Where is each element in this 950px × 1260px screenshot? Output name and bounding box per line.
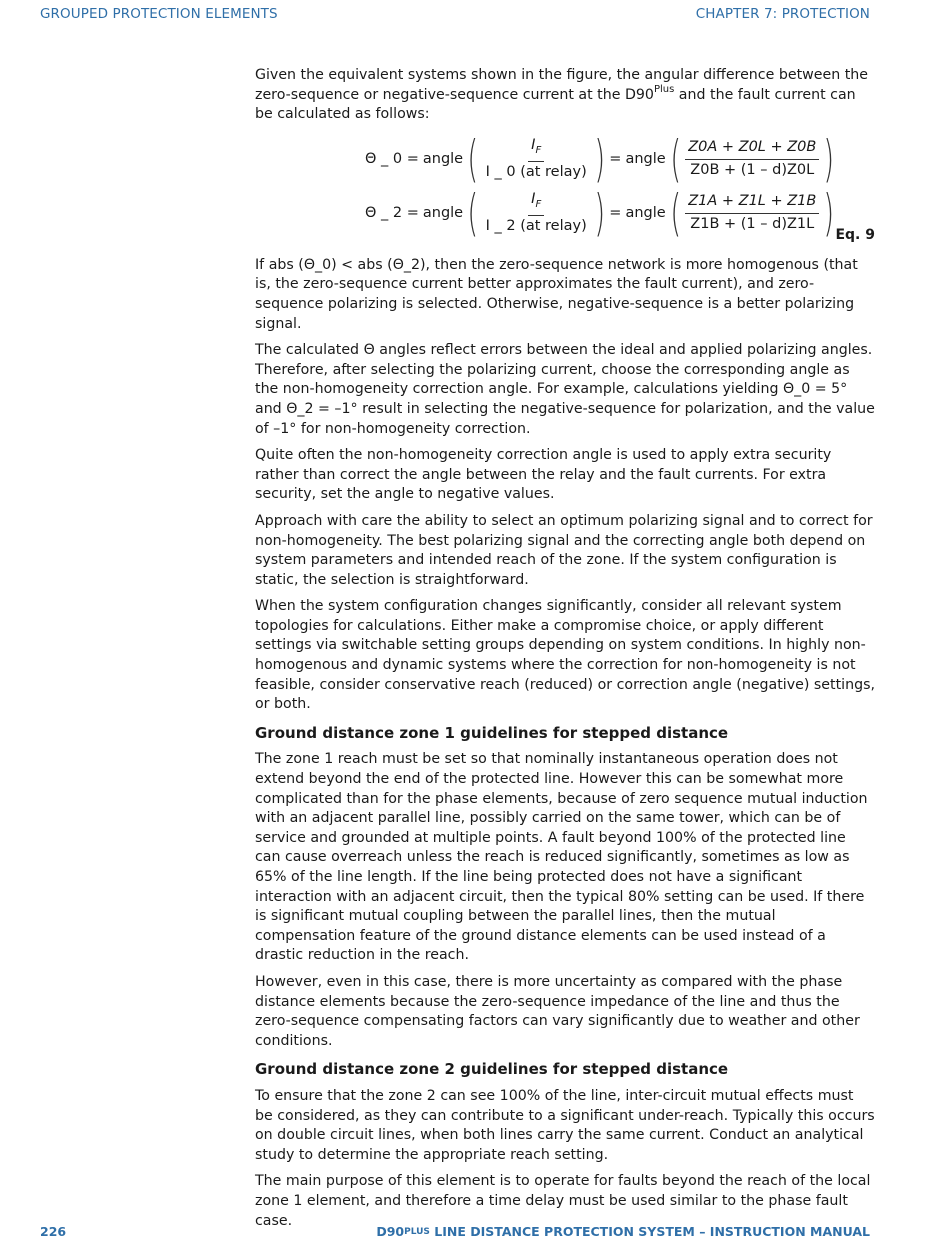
heading-zone2: Ground distance zone 2 guidelines for stepped distance <box>255 1060 729 1079</box>
fraction-zero-sequence-impedance <box>685 138 819 180</box>
page-body <box>255 66 875 1238</box>
theta-0-label: Θ _ 0 = <box>365 150 419 167</box>
angle-word: angle <box>422 150 464 167</box>
angle-word: angle <box>625 204 666 221</box>
fault-current-symbol: I <box>531 136 536 153</box>
page-number: 226 <box>40 1224 67 1239</box>
angle-word: angle <box>625 150 666 167</box>
pos-seq-denominator: Z1B + (1 – d)Z1L <box>690 215 815 232</box>
paragraph-homogeneity: If abs (Θ_0) < abs (Θ_2), then the zero-sequence network is more homogenous (that is, the zero-sequence current better approximates the fault current), and zero-sequence polarizing is selected. Otherwise, negative-sequence is a better polarizing signal. <box>255 256 858 332</box>
header-chapter-title: CHAPTER 7: PROTECTION <box>695 6 870 22</box>
zero-seq-numerator: Z0A + Z0L + Z0B <box>685 138 819 160</box>
intro-text-after: and the fault current can be calculated as follows: <box>255 86 856 123</box>
paragraph-extra-security: Quite often the non-homogeneity correction angle is used to apply extra security rather than correct the angle between the relay and the fault currents. For extra security, set the angle to negative values. <box>255 447 832 503</box>
fraction-fault-over-i2 <box>483 190 590 237</box>
fault-current-subscript: F <box>535 144 542 156</box>
equals-sign: = <box>609 150 622 167</box>
paragraph-zone1-reach: The zone 1 reach must be set so that nominally instantaneous operation does not extend beyond the end of the protected line. However this can be somewhat more complicated than for the phase elements, because of zero sequence mutual induction with an adjacent parallel line, possibly carried on the same tower, which can be of service and grounded at multiple points. A fault beyond 100% of the protected line can cause overreach unless the reach is reduced significantly, sometimes as low as 65% of the line length. If the line being protected does not have a significant interaction with an adjacent circuit, then the typical 80% setting can be used. If there is significant mutual coupling between the parallel lines, then the mutual compensation feature of the ground distance elements can be used instead of a drastic reduction in the reach. <box>255 751 868 964</box>
heading-zone1: Ground distance zone 1 guidelines for stepped distance <box>255 723 729 742</box>
footer-title-rest: LINE DISTANCE PROTECTION SYSTEM – INSTRUCTION MANUAL <box>429 1224 870 1239</box>
zero-seq-denominator: Z0B + (1 – d)Z0L <box>690 161 815 178</box>
footer-product-superscript: PLUS <box>404 1227 430 1237</box>
intro-paragraph <box>255 66 875 125</box>
header-section-title: GROUPED PROTECTION ELEMENTS <box>40 6 278 22</box>
equals-sign: = <box>609 204 622 221</box>
equation-number: Eq. 9 <box>835 226 875 243</box>
equation-row-negative-sequence: Θ _ 2 = angle ( $\frac{I_F}{\text{I \_ 2 (at relay)}}$ ) = angle ( $\frac{Z1A + Z1L + Z1B}{Z1B + (1 - d)Z1L}$ ) <box>365 184 835 243</box>
fraction-positive-sequence-impedance <box>685 192 819 234</box>
paragraph-uncertainty: However, even in this case, there is more uncertainty as compared with the phase distance elements because the zero-sequence impedance of the line and thus the zero-sequence compensating factors can vary significantly due to weather and other conditions. <box>255 973 860 1049</box>
i0-at-relay: I _ 0 (at relay) <box>485 164 587 181</box>
fault-current-symbol: I <box>531 190 536 207</box>
intro-text-before: Given the equivalent systems shown in the figure, the angular difference between the zero-sequence or negative-sequence current at the D90 <box>255 67 868 103</box>
paragraph-approach-care: Approach with care the ability to select an optimum polarizing signal and to correct for non-homogeneity. The best polarizing signal and the correcting angle both depend on system parameters and intended reach of the zone. If the system configuration is static, the selection is straightforward. <box>255 512 873 588</box>
i2-at-relay: I _ 2 (at relay) <box>485 218 587 235</box>
paragraph-main-purpose: The main purpose of this element is to operate for faults beyond the reach of the local zone 1 element, and therefore a time delay must be used similar to the phase fault case. <box>255 1173 871 1229</box>
paragraph-system-config: When the system configuration changes significantly, consider all relevant system topologies for calculations. Either make a compromise choice, or apply different settings via switchable setting groups depending on system conditions. In highly non-homogenous and dynamic systems where the correction for non-homogeneity is not feasible, consider conservative reach (reduced) or correction angle (negative) settings, or both. <box>255 598 876 713</box>
pos-seq-numerator: Z1A + Z1L + Z1B <box>685 192 819 214</box>
equation-9 <box>255 132 875 250</box>
paragraph-theta-angles: The calculated Θ angles reflect errors between the ideal and applied polarizing angles. Therefore, after selecting the polarizing current, choose the corresponding angle as the non-homogeneity correction angle. For example, calculations yielding Θ_0 = 5° and Θ_2 = –1° result in selecting the negative-sequence for polarization, and the value of –1° for non-homogeneity correction. <box>255 342 875 437</box>
footer-manual-title <box>376 1224 870 1239</box>
fraction-fault-over-i0 <box>483 136 590 183</box>
angle-word: angle <box>422 204 464 221</box>
footer-product-name: D90 <box>376 1224 405 1239</box>
fault-current-subscript: F <box>535 198 542 210</box>
intro-superscript: Plus <box>653 83 675 95</box>
theta-2-label: Θ _ 2 = <box>365 204 419 221</box>
equation-row-zero-sequence: Θ _ 0 = angle ( $\frac{I_F}{\text{I \_ 0 (at relay)}}$ ) = angle ( $\frac{Z0A + Z0L + Z0B}{Z0B + (1 - d)Z0L}$ ) <box>365 130 835 189</box>
paragraph-zone2-reach: To ensure that the zone 2 can see 100% of the line, inter-circuit mutual effects must be considered, as they can contribute to a significant under-reach. Typically this occurs on double circuit lines, when both lines carry the same current. Conduct an analytical study to determine the appropriate reach setting. <box>255 1087 875 1163</box>
